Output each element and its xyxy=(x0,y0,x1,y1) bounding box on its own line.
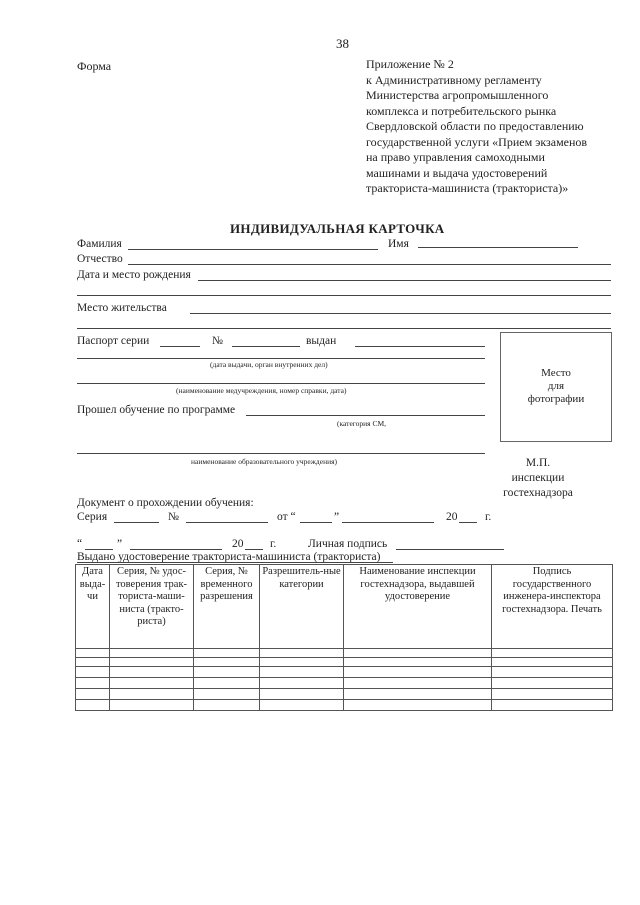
table-row xyxy=(76,689,613,700)
issue-hint: (дата выдачи, орган внутренних дел) xyxy=(210,360,328,369)
header-categories: Разрешитель-ные категории xyxy=(260,565,344,649)
medical-hint: (наименование медучреждения, номер справки, дата) xyxy=(176,386,347,395)
date-year-prefix: 20 xyxy=(232,538,244,550)
document-quote-close: ” xyxy=(334,511,340,523)
training-label: Прошел обучение по программе xyxy=(77,404,236,416)
passport-issued-field[interactable] xyxy=(355,346,485,347)
appendix-line: комплекса и потребительского рынка xyxy=(366,103,557,118)
document-year-field[interactable] xyxy=(459,522,477,523)
header-signature: Подпись государственного инженера-инспектора гостехнадзора. Печать xyxy=(492,565,613,649)
document-month-field[interactable] xyxy=(342,522,434,523)
date-year-suffix: г. xyxy=(270,538,277,550)
table-row xyxy=(76,700,613,711)
passport-issued-label: выдан xyxy=(306,335,337,347)
table-row xyxy=(76,678,613,689)
photo-text-2: для xyxy=(547,380,565,392)
residence-field-2[interactable] xyxy=(77,328,611,329)
training-field[interactable] xyxy=(246,415,485,416)
signature-label: Личная подпись xyxy=(308,538,388,550)
passport-series-label: Паспорт серии xyxy=(77,335,150,347)
header-certificate-number: Серия, № удос-товерения трак-ториста-маши-ниста (тракто-риста) xyxy=(110,565,194,649)
photo-text-1: Место xyxy=(541,367,571,379)
appendix-line: на право управления самоходными xyxy=(366,150,545,164)
date-day-field[interactable] xyxy=(85,549,113,550)
surname-label: Фамилия xyxy=(77,238,122,250)
form-label: Форма xyxy=(77,59,112,73)
date-quote-open: “ xyxy=(77,538,83,550)
patronymic-label: Отчество xyxy=(77,253,123,265)
appendix-line: Министерства агропромышленного xyxy=(366,88,549,102)
date-quote-close: ” xyxy=(117,538,123,550)
patronymic-field[interactable] xyxy=(128,264,611,265)
school-field[interactable] xyxy=(77,453,485,454)
date-year-field[interactable] xyxy=(245,549,263,550)
appendix-title: Приложение № 2 xyxy=(366,57,454,71)
document-series-field[interactable] xyxy=(114,522,159,523)
appendix-line: государственной услуги «Прием экзаменов xyxy=(366,134,588,149)
document-day-field[interactable] xyxy=(300,522,332,523)
passport-series-field[interactable] xyxy=(160,346,200,347)
table-row xyxy=(76,667,613,678)
document-from-label: от “ xyxy=(277,511,296,523)
table-row xyxy=(76,649,613,658)
signature-field[interactable] xyxy=(396,549,504,550)
surname-field[interactable] xyxy=(128,249,378,250)
photo-text-3: фотографии xyxy=(527,393,585,405)
table-row xyxy=(76,658,613,667)
appendix-line: машинами и выдача удостоверений xyxy=(366,165,548,180)
residence-label: Место жительства xyxy=(77,302,167,314)
appendix-line: тракториста-машиниста (тракториста)» xyxy=(366,181,569,195)
residence-field-1[interactable] xyxy=(190,313,611,314)
stamp-block xyxy=(488,456,588,501)
appendix-block xyxy=(366,57,626,197)
header-inspection-name: Наименование инспекции гостехнадзора, выдавшей удостоверение xyxy=(344,565,492,649)
table-header-row xyxy=(76,565,613,649)
issued-heading: Выдано удостоверение тракториста-машиниста (тракториста) xyxy=(77,551,381,563)
category-hint: (категория СМ, xyxy=(337,419,387,428)
birth-field-2[interactable] xyxy=(77,295,611,296)
header-temporary-permit: Серия, № временного разрешения xyxy=(194,565,260,649)
appendix-line: к Административному регламенту xyxy=(366,72,542,87)
header-issue-date: Дата выда-чи xyxy=(76,565,110,649)
issued-heading-line xyxy=(77,562,393,563)
stamp-line-2: инспекции xyxy=(511,472,565,484)
document-series-label: Серия xyxy=(77,511,108,523)
birth-label: Дата и место рождения xyxy=(77,269,191,281)
issue-details-field[interactable] xyxy=(77,358,485,359)
document-year-suffix: г. xyxy=(485,511,492,523)
page-number: 38 xyxy=(336,36,349,51)
card-title: ИНДИВИДУАЛЬНАЯ КАРТОЧКА xyxy=(230,221,445,236)
document-number-field[interactable] xyxy=(186,522,268,523)
document-heading: Документ о прохождении обучения: xyxy=(77,497,254,509)
birth-field-1[interactable] xyxy=(198,280,611,281)
stamp-line-1: М.П. xyxy=(525,457,551,469)
passport-number-label: № xyxy=(212,335,223,347)
document-number-label: № xyxy=(168,511,179,523)
name-label: Имя xyxy=(388,238,409,250)
medical-field[interactable] xyxy=(77,383,485,384)
photo-placeholder xyxy=(500,332,612,442)
stamp-line-3: гостехнадзора xyxy=(503,487,573,499)
issued-certificates-table xyxy=(75,564,613,711)
date-month-field[interactable] xyxy=(130,549,222,550)
school-hint: наименование образовательного учреждения) xyxy=(191,457,338,466)
appendix-line: Свердловской области по предоставлению xyxy=(366,119,584,133)
passport-number-field[interactable] xyxy=(232,346,300,347)
document-year-prefix: 20 xyxy=(446,511,458,523)
name-field[interactable] xyxy=(418,247,578,248)
